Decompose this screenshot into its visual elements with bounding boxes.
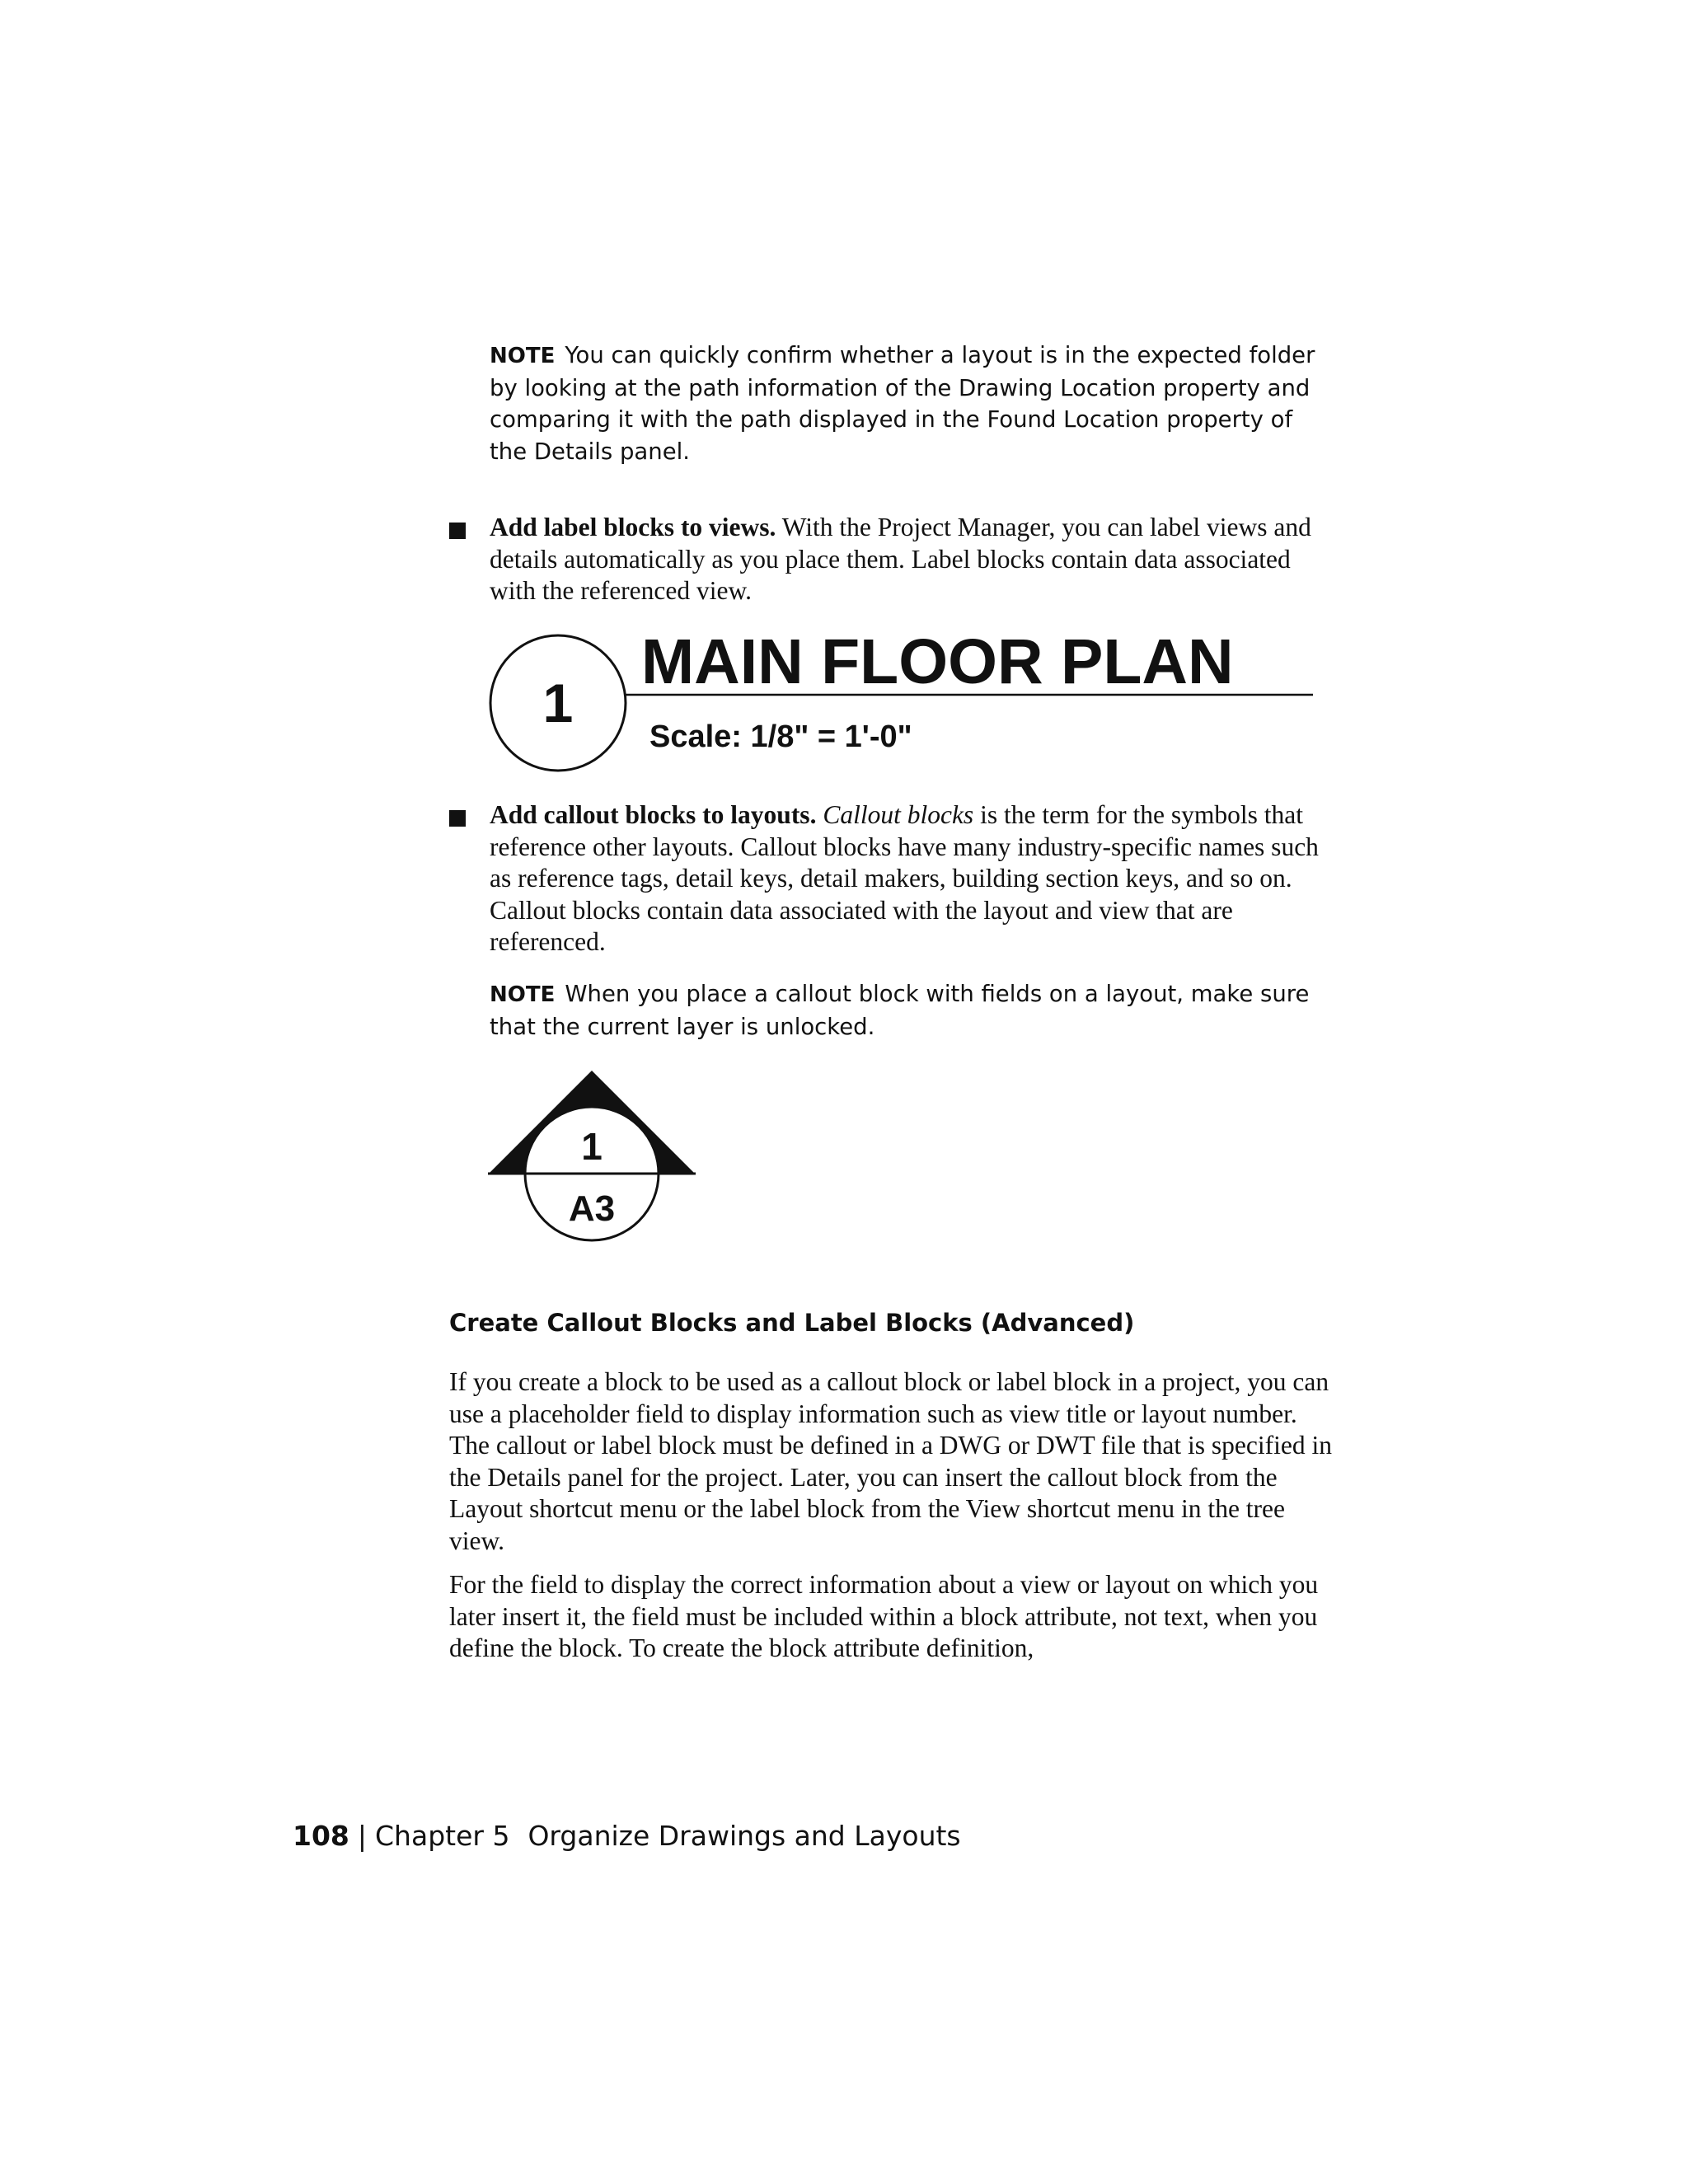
footer-chapter: Chapter 5 <box>375 1820 510 1852</box>
bullet-2-bold: Add callout blocks to layouts. <box>490 800 817 829</box>
page-number: 108 <box>293 1820 349 1852</box>
paragraph-1: If you create a block to be used as a callout block or label block in a project, you can use a placeholder field to display information such as view title or layout number. The callout or label block must be defined in a DWG or DWT file that is specified in the Details panel for the project. Later, you can insert the callout block from the Layout shortcut menu or the label block from the View shortcut menu in the tree view. <box>449 1367 1332 1555</box>
note-1-label: NOTE <box>490 344 556 368</box>
callout-block-bottom: A3 <box>568 1188 616 1229</box>
callout-block-top: 1 <box>581 1125 603 1168</box>
label-block-scale: Scale: 1/8" = 1'-0" <box>649 719 912 754</box>
page-footer <box>293 1818 961 1854</box>
label-block-figure <box>486 626 1319 775</box>
footer-title: Organize Drawings and Layouts <box>528 1820 961 1852</box>
note-2 <box>490 978 1330 1043</box>
note-2-text: When you place a callout block with fields on a layout, make sure that the current layer is unlocked. <box>490 981 1310 1040</box>
paragraph-2: For the field to display the correct information about a view or layout on which you later insert it, the field must be included within a block attribute, not text, when you define the block. To create the block attribute definition, <box>449 1570 1319 1662</box>
callout-block-figure <box>486 1067 701 1257</box>
note-2-label: NOTE <box>490 982 556 1007</box>
bullet-2-italic: Callout blocks <box>823 800 974 829</box>
label-block-number: 1 <box>542 673 574 733</box>
bullet-1-body: With the Project Manager, you can label views and details automatically as you place them. Label blocks contain data associated with the referenced view. <box>490 513 1311 605</box>
label-block-title: MAIN FLOOR PLAN <box>641 626 1234 697</box>
bullet-2-body: is the term for the symbols that reference other layouts. Callout blocks have many industry-specific names such as reference tags, detail keys, detail makers, building section keys, and so on. Callout blocks contain data associated with the layout and view that are referenced. <box>490 800 1319 956</box>
note-1 <box>490 340 1330 467</box>
bullet-square-icon <box>449 523 466 539</box>
section-heading: Create Callout Blocks and Label Blocks (Advanced) <box>449 1309 1135 1337</box>
bullet-2-text <box>490 799 1335 958</box>
footer-separator: | <box>357 1820 368 1852</box>
note-1-text: You can quickly confirm whether a layout is in the expected folder by looking at the path information of the Drawing Location property and comparing it with the path displayed in the Found Location property of the Details panel. <box>490 342 1315 465</box>
bullet-square-icon <box>449 810 466 827</box>
bullet-1-text <box>490 512 1335 607</box>
bullet-1-bold: Add label blocks to views. <box>490 513 776 541</box>
